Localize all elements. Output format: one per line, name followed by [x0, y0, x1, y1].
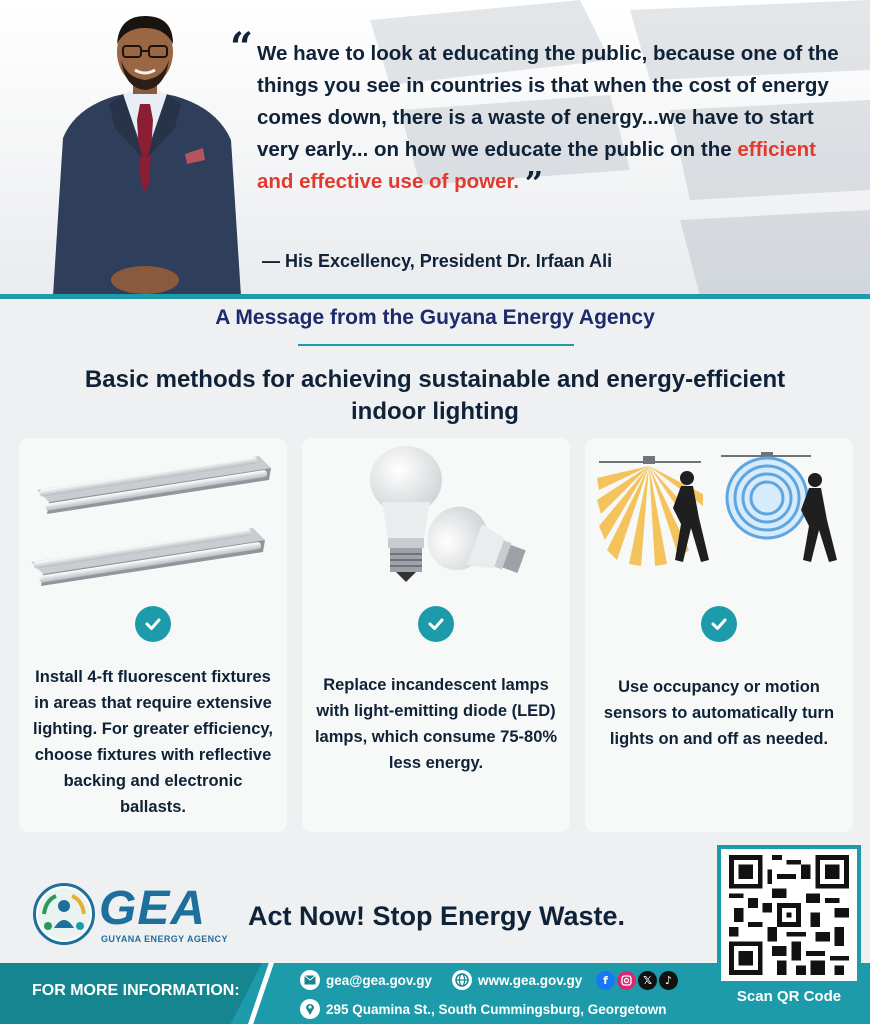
- fluorescent-fixture-icon: [19, 438, 287, 588]
- quote-text: We have to look at educating the public, because one of the things you see in countries is that when the cost of energy comes down, there is a waste of energy...we have to start very early... on how we educate the public on the: [257, 42, 839, 161]
- globe-icon: [452, 970, 472, 990]
- contact-website[interactable]: [452, 970, 582, 990]
- quote-close-mark: ”: [524, 164, 544, 202]
- gea-logo: [33, 883, 233, 947]
- tip-card-fluorescent: [19, 438, 287, 832]
- check-icon: [418, 606, 454, 642]
- tip-text: Replace incandescent lamps with light-emitting diode (LED) lamps, which consume 75-80% less energy.: [314, 676, 558, 772]
- instagram-icon[interactable]: [617, 971, 636, 990]
- location-pin-icon: [300, 999, 320, 1019]
- email-text: gea@gea.gov.gy: [326, 972, 432, 988]
- president-quote: [257, 38, 847, 202]
- website-text: www.gea.gov.gy: [478, 972, 583, 988]
- qr-label: Scan QR Code: [736, 988, 842, 1005]
- hero-banner: [0, 0, 870, 296]
- footer-label: FOR MORE INFORMATION:: [32, 982, 240, 999]
- led-bulb-icon: [302, 438, 570, 588]
- president-portrait: [45, 8, 245, 296]
- tip-card-sensors: [585, 438, 853, 832]
- quote-highlight: efficient and effective use of power.: [257, 138, 816, 193]
- message-title: A Message from the Guyana Energy Agency: [215, 306, 655, 329]
- tiktok-icon[interactable]: ♪: [659, 971, 678, 990]
- facebook-icon[interactable]: f: [596, 971, 615, 990]
- gea-emblem-icon: [33, 883, 95, 945]
- x-icon[interactable]: 𝕏: [638, 971, 657, 990]
- call-to-action: Act Now! Stop Energy Waste.: [248, 901, 626, 931]
- check-icon: [135, 606, 171, 642]
- email-icon: [300, 970, 320, 990]
- page-title: Basic methods for achieving sustainable and energy-efficient indoor lighting: [84, 366, 786, 425]
- tip-card-led: [302, 438, 570, 832]
- logo-wordmark: GEA: [99, 882, 207, 935]
- qr-code-icon: [727, 855, 851, 975]
- address-text: 295 Quamina St., South Cummingsburg, Georgetown: [326, 1001, 667, 1017]
- tip-text: Use occupancy or motion sensors to automatically turn lights on and off as needed.: [603, 678, 835, 748]
- social-links: [596, 971, 678, 990]
- tip-text: Install 4-ft fluorescent fixtures in areas that require extensive lighting. For greater efficiency, choose fixtures with reflective backing and electronic ballasts.: [33, 668, 273, 816]
- quote-attribution: — His Excellency, President Dr. Irfaan Ali: [262, 251, 613, 271]
- motion-sensor-icon: [585, 438, 853, 588]
- quote-open-mark: “: [230, 24, 254, 71]
- contact-address: [300, 999, 667, 1019]
- divider: [0, 294, 870, 299]
- check-icon: [701, 606, 737, 642]
- qr-code[interactable]: [717, 845, 861, 985]
- title-underline: [298, 344, 574, 346]
- contact-email[interactable]: [300, 970, 432, 990]
- logo-subtitle: GUYANA ENERGY AGENCY: [101, 934, 228, 944]
